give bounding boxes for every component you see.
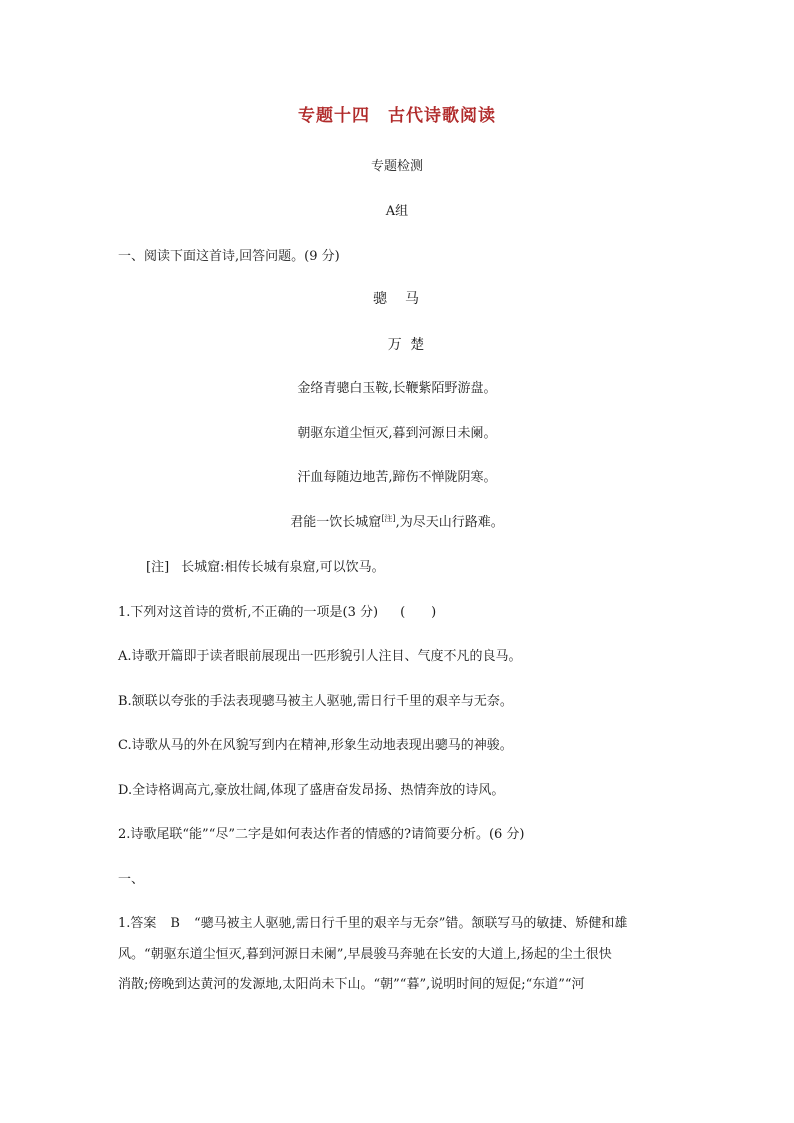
option-d: D.全诗格调高亢,豪放壮阔,体现了盛唐奋发昂扬、热情奔放的诗风。	[118, 783, 505, 798]
answer-line: 消散;傍晚到达黄河的发源地,太阳尚未下山。“朝”“暮”,说明时间的短促;“东道”“河	[118, 977, 585, 992]
poem-title: 骢 马	[373, 291, 421, 307]
note-marker: [注]	[381, 514, 396, 523]
poem-line	[0, 515, 794, 529]
answer-line: 风。“朝驱东道尘恒灭,暮到河源日未阑”,早晨骏马奔驰在长安的大道上,扬起的尘土很快	[118, 947, 612, 962]
poem-line: 金络青骢白玉鞍,长鞭紫陌野游盘。	[297, 381, 497, 396]
option-a: A.诗歌开篇即于读者眼前展现出一匹形貌引人注目、气度不凡的良马。	[118, 649, 522, 664]
question-2: 2.诗歌尾联“能”“尽”二字是如何表达作者的情感的?请简要分析。(6 分)	[118, 827, 525, 842]
poem-line-part: 君能一饮长城窟	[290, 515, 382, 530]
answer-line	[118, 917, 627, 930]
note-text: 长城窟:相传长城有泉窟,可以饮马。	[181, 560, 385, 575]
option-c: C.诗歌从马的外在风貌写到内在精神,形象生动地表现出骢马的神骏。	[118, 738, 513, 753]
poem-line: 汗血每随边地苦,蹄伤不惮陇阴寒。	[297, 470, 497, 485]
question-1	[118, 606, 436, 619]
poem-author: 万 楚	[387, 337, 427, 353]
answer-text: “骢马被主人驱驰,需日行千里的艰辛与无奈”错。颔联写马的敏捷、矫健和雄	[193, 916, 628, 931]
option-b: B.颔联以夸张的手法表现骢马被主人驱驰,需日行千里的艰辛与无奈。	[118, 694, 513, 709]
page-subtitle: 专题检测	[370, 159, 423, 174]
answer-label: 1.答案	[118, 916, 157, 931]
answer-choice: B	[170, 916, 180, 931]
poem-line: 朝驱东道尘恒灭,暮到河源日未阑。	[297, 426, 497, 441]
answer-section-label: 一、	[118, 872, 145, 887]
note-label: [注]	[146, 560, 170, 575]
question-intro: 一、阅读下面这首诗,回答问题。(9 分)	[118, 249, 340, 264]
question-1-text: 1.下列对这首诗的赏析,不正确的一项是(3 分)	[118, 605, 379, 620]
page-title: 专题十四 古代诗歌阅读	[298, 106, 496, 126]
poem-note	[146, 561, 385, 574]
poem-line-part: ,为尽天山行路难。	[395, 515, 504, 530]
group-label: A组	[385, 204, 409, 219]
answer-blank: ( )	[400, 605, 437, 620]
